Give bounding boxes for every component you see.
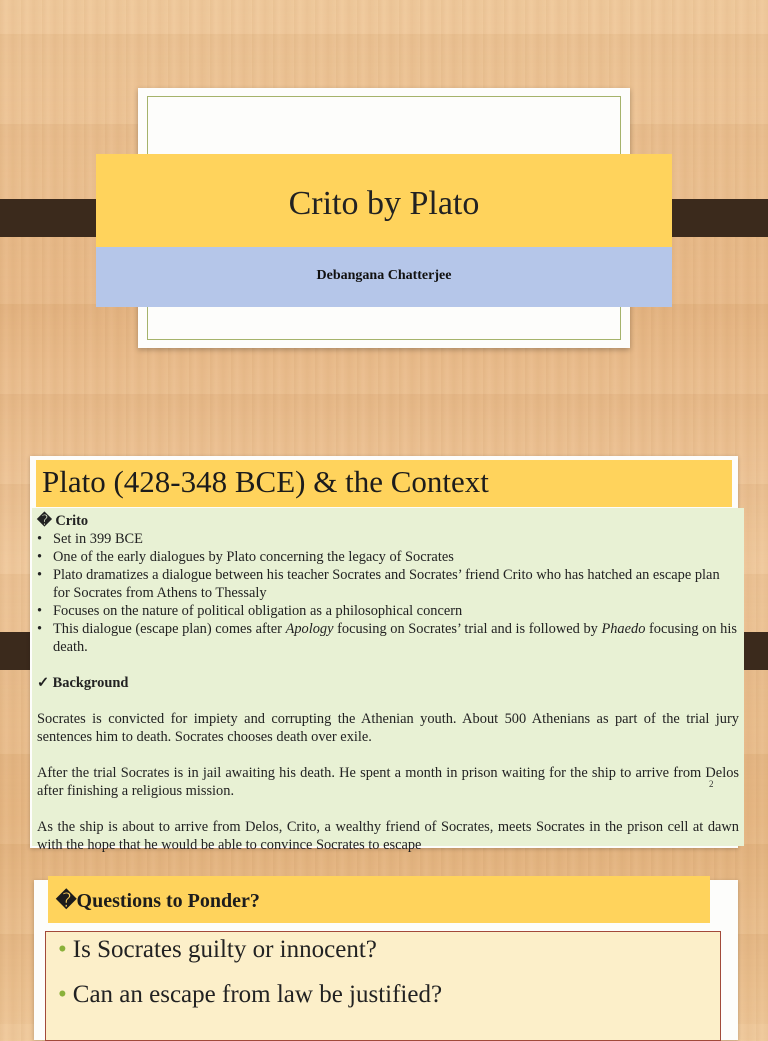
background-paragraph: After the trial Socrates is in jail awaiting his death. He spent a month in prison waiting for the ship to arrive from Delos after finishing a religious mission. [37, 765, 739, 799]
context-bullet-list [37, 530, 739, 656]
question-text: Is Socrates guilty or innocent? [72, 936, 377, 963]
title-band [96, 154, 672, 247]
questions-heading-band [48, 876, 710, 923]
bullet-icon: • [58, 936, 67, 963]
phaedo-title: Phaedo [601, 621, 646, 637]
apology-title: Apology [285, 621, 334, 637]
bullet-icon: • [58, 981, 67, 1008]
questions-heading: �Questions to Ponder? [56, 890, 260, 912]
list-item: • Set in 399 BCE [37, 530, 739, 548]
question-item [58, 981, 442, 1009]
context-heading-band [36, 460, 732, 507]
bullet-text: This dialogue (escape plan) comes after [53, 621, 286, 637]
question-item [58, 936, 377, 964]
background-paragraph: As the ship is about to arrive from Delos, Crito, a wealthy friend of Socrates, meets Socrates in the prison cell at dawn with the hope that he would be able to convince Socrates to escape [37, 819, 739, 853]
crito-label: � Crito [37, 513, 89, 529]
background-paragraph: Socrates is convicted for impiety and corrupting the Athenian youth. About 500 Athenians as part of the trial jury sentences him to death. Socrates chooses death over exile. [37, 711, 739, 745]
question-text: Can an escape from law be justified? [72, 981, 443, 1008]
background-label: ✓ Background [37, 675, 129, 691]
list-item: • One of the early dialogues by Plato concerning the legacy of Socrates [37, 548, 739, 566]
list-item [37, 620, 739, 656]
context-heading: Plato (428-348 BCE) & the Context [42, 464, 489, 499]
list-item: • Plato dramatizes a dialogue between his teacher Socrates and Socrates’ friend Crito who has hatched an escape plan for Socrates from Athens to Thessaly [37, 566, 739, 602]
context-body [32, 508, 744, 853]
page-number: 2 [709, 779, 714, 789]
bullet-text: focusing on his death. [53, 621, 737, 655]
author-name: Debangana Chatterjee [316, 268, 452, 283]
questions-box [45, 931, 721, 1041]
author-band [96, 247, 672, 307]
list-item: • Focuses on the nature of political obligation as a philosophical concern [37, 602, 739, 620]
bullet-text: focusing on Socrates’ trial and is followed by [333, 621, 602, 637]
slide-title: Crito by Plato [288, 184, 480, 222]
